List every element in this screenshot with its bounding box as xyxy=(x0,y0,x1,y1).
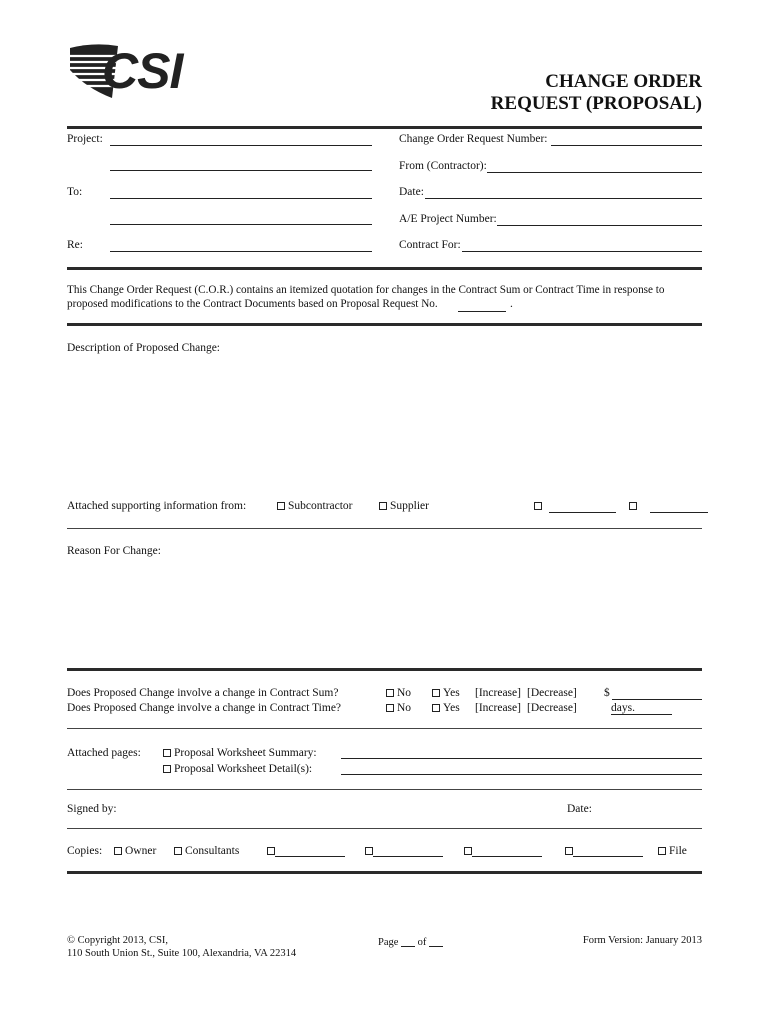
signed-by-area[interactable] xyxy=(125,800,535,824)
contract-time-no-checkbox[interactable] xyxy=(386,704,394,712)
supplier-label: Supplier xyxy=(390,500,429,512)
attached-divider xyxy=(67,728,702,729)
copies-other-field-1[interactable] xyxy=(275,856,345,857)
copies-other-field-4[interactable] xyxy=(573,856,643,857)
contract-time-decrease[interactable]: [Decrease] xyxy=(527,702,577,714)
subcontractor-checkbox[interactable] xyxy=(277,502,285,510)
contract-sum-dollar: $ xyxy=(604,687,610,699)
from-contractor-field[interactable] xyxy=(487,172,702,173)
copies-other-checkbox-3[interactable] xyxy=(464,847,472,855)
worksheet-summary-option[interactable] xyxy=(163,747,317,759)
contract-time-yes-checkbox[interactable] xyxy=(432,704,440,712)
worksheet-detail-option[interactable] xyxy=(163,763,312,775)
copies-other-field-2[interactable] xyxy=(373,856,443,857)
ae-project-number-label: A/E Project Number: xyxy=(399,213,497,225)
supplier-checkbox[interactable] xyxy=(379,502,387,510)
description-divider xyxy=(67,323,702,326)
re-label: Re: xyxy=(67,239,83,251)
other-checkbox-1[interactable] xyxy=(534,502,542,510)
form-title-line1: CHANGE ORDER xyxy=(545,71,702,92)
to-field-2[interactable] xyxy=(110,224,372,225)
contract-sum-increase[interactable]: [Increase] xyxy=(475,687,521,699)
copies-divider xyxy=(67,828,702,829)
worksheet-summary-checkbox[interactable] xyxy=(163,749,171,757)
copies-other-checkbox-4[interactable] xyxy=(565,847,573,855)
supplier-option[interactable] xyxy=(379,500,429,512)
contract-sum-no-checkbox[interactable] xyxy=(386,689,394,697)
copies-other-checkbox-2[interactable] xyxy=(365,847,373,855)
intro-line1: This Change Order Request (C.O.R.) contains an itemized quotation for changes in the Contract Sum or Contract Time in response to xyxy=(67,284,665,296)
contract-time-days-field[interactable] xyxy=(611,702,672,715)
copies-consultants-checkbox[interactable] xyxy=(174,847,182,855)
description-label: Description of Proposed Change: xyxy=(67,342,220,354)
signed-date-label: Date: xyxy=(567,803,592,815)
copies-consultants-option[interactable] xyxy=(174,845,239,857)
footer-of-word: of xyxy=(417,937,427,948)
contract-time-no-option[interactable] xyxy=(386,702,411,714)
contract-sum-yes-option[interactable] xyxy=(432,687,460,699)
footer-address: 110 South Union St., Suite 100, Alexandria, VA 22314 xyxy=(67,948,297,959)
contract-sum-no-option[interactable] xyxy=(386,687,411,699)
footer-page xyxy=(378,935,443,948)
contract-sum-yes-label: Yes xyxy=(443,687,460,699)
contract-sum-decrease[interactable]: [Decrease] xyxy=(527,687,577,699)
reason-label: Reason For Change: xyxy=(67,545,161,557)
supporting-label: Attached supporting information from: xyxy=(67,500,247,512)
worksheet-detail-field[interactable] xyxy=(341,774,702,775)
other-checkbox-2[interactable] xyxy=(629,502,637,510)
other-option-1[interactable] xyxy=(534,500,545,512)
other-field-2[interactable] xyxy=(650,512,708,513)
worksheet-summary-field[interactable] xyxy=(341,758,702,759)
description-area[interactable] xyxy=(67,360,702,490)
contract-time-yes-option[interactable] xyxy=(432,702,460,714)
reason-area[interactable] xyxy=(67,562,702,662)
project-field-2[interactable] xyxy=(110,170,372,171)
footer-version: Form Version: January 2013 xyxy=(582,935,702,946)
reason-divider xyxy=(67,528,702,529)
signed-divider xyxy=(67,789,702,790)
ae-project-number-field[interactable] xyxy=(497,225,702,226)
contract-time-question: Does Proposed Change involve a change in Contract Time? xyxy=(67,702,342,714)
contract-sum-yes-checkbox[interactable] xyxy=(432,689,440,697)
proposal-request-number-field[interactable] xyxy=(458,311,506,312)
to-label: To: xyxy=(67,186,83,198)
contract-for-label: Contract For: xyxy=(399,239,461,251)
copies-owner-label: Owner xyxy=(125,845,157,857)
worksheet-detail-label: Proposal Worksheet Detail(s): xyxy=(174,763,313,775)
re-field[interactable] xyxy=(110,251,372,252)
copies-consultants-label: Consultants xyxy=(185,845,240,857)
attached-pages-label: Attached pages: xyxy=(67,747,141,759)
copies-other-checkbox-1[interactable] xyxy=(267,847,275,855)
other-option-2[interactable] xyxy=(629,500,640,512)
intro-divider xyxy=(67,267,702,270)
worksheet-summary-label: Proposal Worksheet Summary: xyxy=(174,747,317,759)
contract-change-divider xyxy=(67,668,702,671)
form-title-line2: REQUEST (PROPOSAL) xyxy=(490,93,702,114)
footer-page-word: Page xyxy=(378,937,399,948)
contract-time-days-label: days. xyxy=(611,702,635,714)
copies-file-label: File xyxy=(669,845,687,857)
contract-sum-amount-field[interactable] xyxy=(612,699,702,700)
worksheet-detail-checkbox[interactable] xyxy=(163,765,171,773)
contract-for-field[interactable] xyxy=(462,251,702,252)
header-divider xyxy=(67,126,702,129)
footer-copyright: © Copyright 2013, CSI, xyxy=(67,935,169,946)
from-contractor-label: From (Contractor): xyxy=(399,160,487,172)
cor-number-label: Change Order Request Number: xyxy=(399,133,548,145)
copies-owner-checkbox[interactable] xyxy=(114,847,122,855)
signed-date-area[interactable] xyxy=(596,800,702,824)
date-field[interactable] xyxy=(425,198,702,199)
contract-time-yes-label: Yes xyxy=(443,702,460,714)
contract-sum-no-label: No xyxy=(397,687,412,699)
project-field[interactable] xyxy=(110,145,372,146)
contract-time-increase[interactable]: [Increase] xyxy=(475,702,521,714)
to-field[interactable] xyxy=(110,198,372,199)
footer-divider xyxy=(67,871,702,874)
intro-end-period: . xyxy=(510,298,513,310)
csi-logo xyxy=(66,42,201,100)
other-field-1[interactable] xyxy=(549,512,616,513)
footer-page-number-field[interactable] xyxy=(401,935,415,947)
footer-page-total-field[interactable] xyxy=(429,935,443,947)
copies-file-option[interactable] xyxy=(658,845,687,857)
cor-number-field[interactable] xyxy=(551,145,702,146)
contract-time-no-label: No xyxy=(397,702,412,714)
copies-owner-option[interactable] xyxy=(114,845,156,857)
intro-line2: proposed modifications to the Contract Documents based on Proposal Request No. xyxy=(67,298,438,310)
logo-text: CSI xyxy=(102,43,183,99)
subcontractor-option[interactable] xyxy=(277,500,353,512)
date-label: Date: xyxy=(399,186,424,198)
signed-by-label: Signed by: xyxy=(67,803,117,815)
contract-sum-question: Does Proposed Change involve a change in Contract Sum? xyxy=(67,687,339,699)
copies-file-checkbox[interactable] xyxy=(658,847,666,855)
copies-label: Copies: xyxy=(67,845,103,857)
copies-other-field-3[interactable] xyxy=(472,856,542,857)
project-label: Project: xyxy=(67,133,103,145)
subcontractor-label: Subcontractor xyxy=(288,500,353,512)
